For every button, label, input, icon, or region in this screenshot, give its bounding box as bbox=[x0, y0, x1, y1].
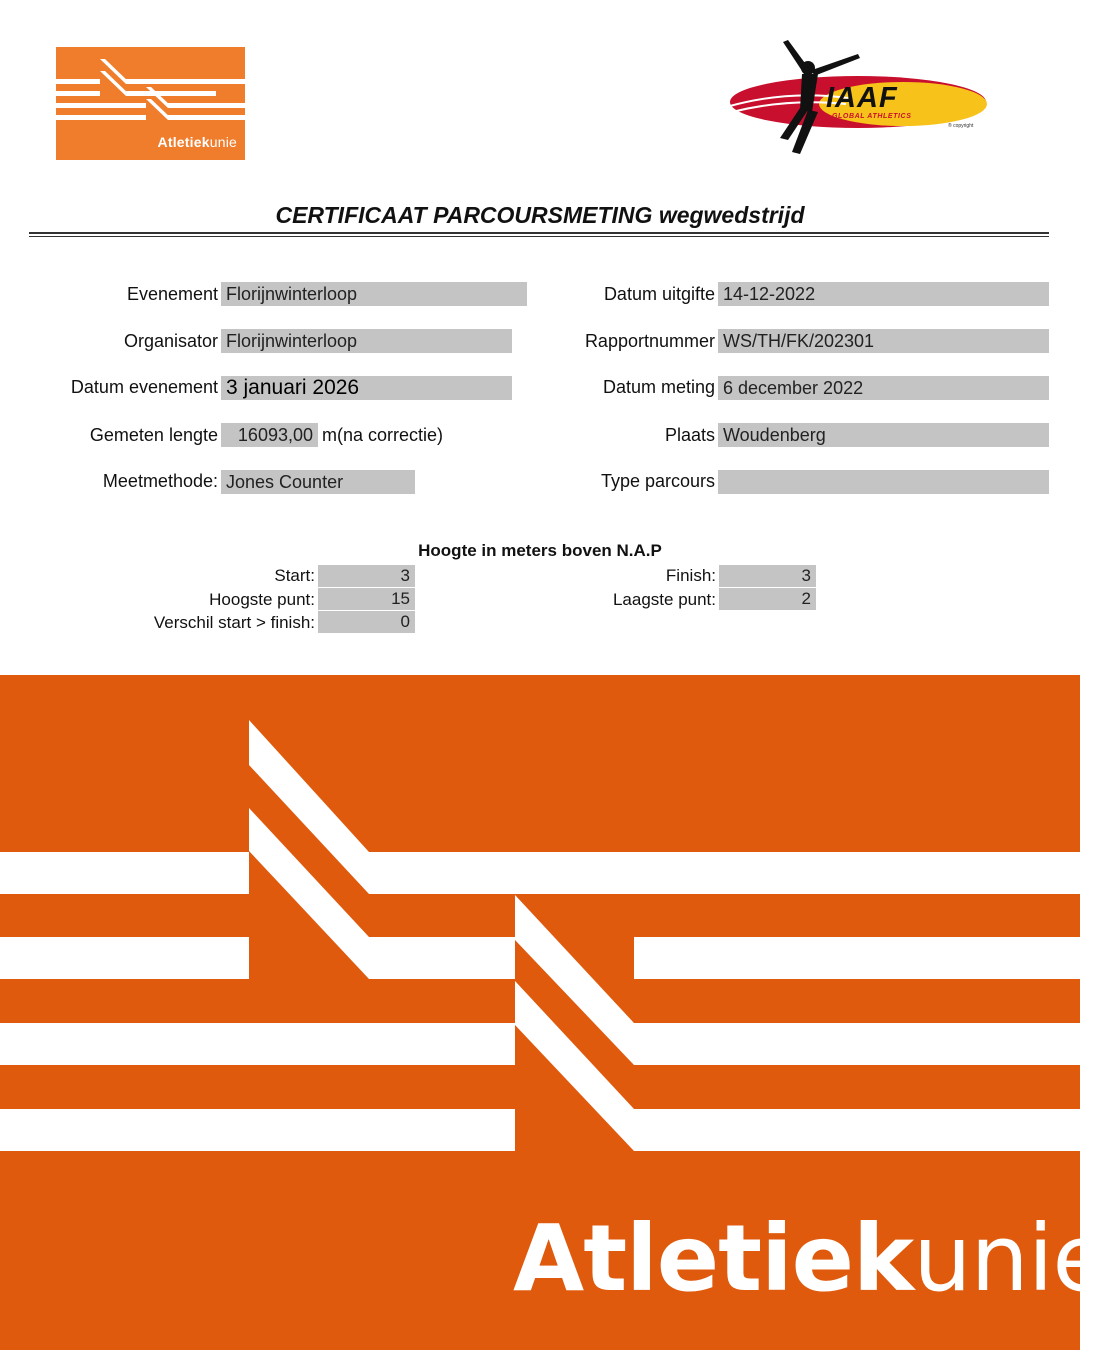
iaaf-registered-mark: ® copyright bbox=[948, 123, 974, 129]
report-number-field: WS/TH/FK/202301 bbox=[718, 329, 1049, 353]
highest-point-label: Hoogste punt: bbox=[209, 590, 315, 609]
place-label: Plaats bbox=[664, 425, 715, 445]
event-field: Florijnwinterloop bbox=[221, 282, 527, 306]
event-date-field: 3 januari 2026 bbox=[221, 376, 512, 400]
title-divider bbox=[29, 232, 1049, 234]
issue-date-field: 14-12-2022 bbox=[718, 282, 1049, 306]
iaaf-wordmark: IAAF bbox=[826, 82, 898, 114]
difference-label: Verschil start > finish: bbox=[153, 613, 315, 632]
page-title: CERTIFICAAT PARCOURSMETING wegwedstrijd bbox=[275, 202, 805, 228]
method-label: Meetmethode: bbox=[102, 471, 218, 491]
start-height-label: Start: bbox=[274, 566, 315, 585]
method-field: Jones Counter bbox=[221, 470, 415, 494]
iaaf-logo bbox=[728, 40, 990, 160]
atletiekunie-logo-small bbox=[56, 47, 245, 160]
measured-length-label: Gemeten lengte bbox=[89, 425, 218, 445]
start-height-field: 3 bbox=[318, 565, 415, 587]
course-type-field bbox=[718, 470, 1049, 494]
measure-date-label: Datum meting bbox=[602, 377, 715, 397]
atletiekunie-small-wordmark: Atletiekunie bbox=[157, 134, 237, 150]
measured-length-unit: m(na correctie) bbox=[322, 425, 444, 445]
course-type-label: Type parcours bbox=[600, 471, 715, 491]
measure-date-field: 6 december 2022 bbox=[718, 376, 1049, 400]
atletiekunie-wordmark: Atletiekunie bbox=[513, 1205, 1108, 1312]
event-label: Evenement bbox=[126, 284, 218, 304]
lowest-point-label: Laagste punt: bbox=[612, 590, 716, 609]
place-field: Woudenberg bbox=[718, 423, 1049, 447]
highest-point-field: 15 bbox=[318, 588, 415, 610]
measured-length-field: 16093,00 bbox=[221, 423, 318, 447]
event-date-label: Datum evenement bbox=[70, 377, 218, 397]
iaaf-subtitle: GLOBAL ATHLETICS bbox=[832, 113, 912, 120]
organiser-label: Organisator bbox=[123, 331, 218, 351]
finish-height-field: 3 bbox=[719, 565, 816, 587]
difference-field: 0 bbox=[318, 611, 415, 633]
issue-date-label: Datum uitgifte bbox=[603, 284, 715, 304]
lowest-point-field: 2 bbox=[719, 588, 816, 610]
organiser-field: Florijnwinterloop bbox=[221, 329, 512, 353]
atletiekunie-banner bbox=[0, 675, 1108, 1350]
heights-title: Hoogte in meters boven N.A.P bbox=[418, 541, 662, 560]
title-divider-thin bbox=[29, 236, 1049, 237]
report-number-label: Rapportnummer bbox=[584, 331, 715, 351]
finish-height-label: Finish: bbox=[665, 566, 716, 585]
